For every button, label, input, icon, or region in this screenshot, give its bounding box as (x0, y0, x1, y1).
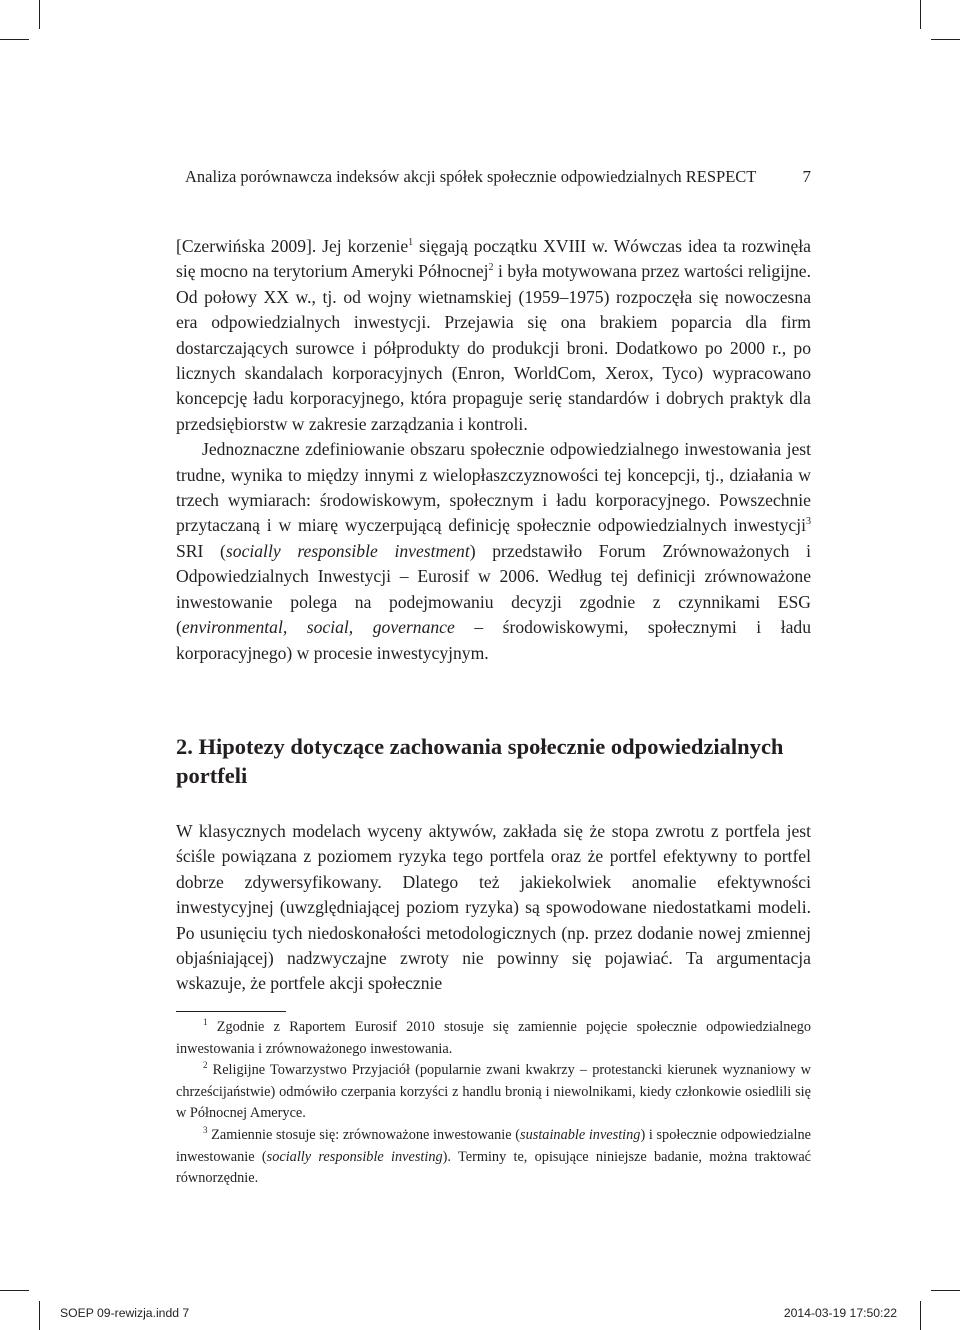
footnote (176, 1060, 811, 1125)
text-run: sięgają początku XVIII w. Wówczas idea ta rozwinęła się mocno na terytorium Ameryki Północnej (176, 236, 811, 282)
footnote-mark: 3 (203, 1124, 208, 1135)
crop-mark-bottom-right-horizontal (931, 1290, 960, 1291)
slug-filename: SOEP 09-rewizja.indd 7 (60, 1306, 190, 1320)
crop-mark-top-left-vertical (39, 0, 40, 29)
text-run: – środowiskowymi, społecznymi i ładu korporacyjnego) w procesie inwestycyjnym. (176, 617, 811, 663)
footnote-ref[interactable]: 3 (806, 516, 811, 528)
crop-mark-top-left-horizontal (0, 39, 29, 40)
crop-mark-bottom-right-vertical (920, 1301, 921, 1330)
italic-term: socially responsible investment (225, 540, 470, 561)
footnote (176, 1017, 811, 1060)
footnote-text: Zgodnie z Raportem Eurosif 2010 stosuje się zamiennie pojęcie społecznie odpowiedzialnego inwestowania i zrównoważonego inwestowania. (176, 1019, 811, 1057)
body-text-section-1 (176, 234, 811, 666)
text-run: i była motywowana przez wartości religijne. Od połowy XX w., tj. od wojny wietnamskiej (1959–1975) rozpoczęła się nowoczesna era odpowiedzialnych inwestycji. Przejawia się ona brakiem poparcia dla firm dostarczających surowce i półprodukty do produkcji broni. Dodatkowo po 2000 r., po licznych skandalach korporacyjnych (Enron, WorldCom, Xerox, Tyco) wypracowano koncepcję ładu korporacyjnego, która propaguje serię standardów i dobrych praktyk dla przedsiębiorstw w zakresie zarządzania i kontroli. (176, 261, 811, 434)
crop-mark-top-right-vertical (920, 0, 921, 29)
paragraph: W klasycznych modelach wyceny aktywów, zakłada się że stopa zwrotu z portfela jest ściśle powiązana z poziomem ryzyka tego portfela oraz że portfel efektywny to portfel dobrze zdywersyfikowany. Dlatego też jakiekolwiek anomalie efektywności inwestycyjnej (uwzględniającej poziom ryzyka) są spowodowane niedostatkami modeli. Po usunięciu tych niedoskonałości metodologicznych (np. przez dodanie nowej zmiennej objaśniającej) nadzwyczajne zwroty nie powinny się pojawiać. Ta argumentacja wskazuje, że portfele akcji społecznie (176, 821, 811, 994)
footnotes (176, 1017, 811, 1190)
footnote-mark: 1 (203, 1017, 208, 1027)
text-run: ) przedstawiło Forum Zrównoważonych i Odpowiedzialnych Inwestycji – Eurosif w 2006. Według tej definicji zrównoważone inwestowanie polega na podejmowaniu decyzji zgodnie z czynnikami ESG ( (176, 540, 811, 638)
crop-mark-bottom-left-horizontal (0, 1290, 29, 1291)
section-heading: 2. Hipotezy dotyczące zachowania społecznie odpowiedzialnych portfeli (176, 734, 784, 788)
italic-term: socially responsible investing (266, 1148, 443, 1165)
italic-term: sustainable investing (520, 1126, 641, 1143)
footnote-text: Zamiennie stosuje się: zrównoważone inwestowanie ( (207, 1126, 521, 1143)
running-title: Analiza porównawcza indeksów akcji spółek społecznie odpowiedzialnych RESPECT (185, 167, 757, 186)
body-text-section-2 (176, 819, 811, 997)
crop-mark-top-right-horizontal (931, 39, 960, 40)
text-run: [Czerwińska 2009]. Jej korzenie (176, 236, 409, 256)
italic-term: environmental, social, governance (181, 617, 455, 638)
footnote-ref[interactable]: 2 (488, 262, 494, 274)
footnote-separator (176, 1011, 286, 1012)
footnote-mark: 2 (203, 1060, 208, 1071)
page-number: 7 (802, 167, 811, 186)
footnote-text: ) i społecznie odpowiedzialne inwestowanie ( (176, 1126, 811, 1165)
crop-mark-bottom-left-vertical (39, 1301, 40, 1330)
footnote (176, 1125, 811, 1190)
footnote-text: Religijne Towarzystwo Przyjaciół (popularnie zwani kwakrzy – protestancki kierunek wyznaniowy w chrześcijaństwie) odmówiło czerpania korzyści z handlu bronią i niewolnikami, kiedy członkowie osiedlili się w Północnej Ameryce. (176, 1062, 811, 1122)
paragraph (176, 234, 811, 437)
text-run: SRI ( (176, 540, 226, 561)
footnote-ref[interactable]: 1 (408, 237, 414, 248)
footnote-text: ). Terminy te, opisujące niniejsze badanie, można traktować równorzędnie. (176, 1148, 812, 1187)
text-run: Jednoznaczne zdefiniowanie obszaru społecznie odpowiedzialnego inwestowania jest trudne, wynika to między innymi z wielopłaszczyznowości tej koncepcji, tj., działania w trzech wymiarach: środowiskowym, społecznym i ładu korporacyjnego. Powszechnie przytaczaną i w miarę wyczerpującą definicję społecznie odpowiedzialnych inwestycji (176, 439, 811, 536)
paragraph (176, 437, 811, 666)
slug-timestamp: 2014-03-19 17:50:22 (783, 1306, 897, 1320)
running-head (185, 166, 811, 188)
